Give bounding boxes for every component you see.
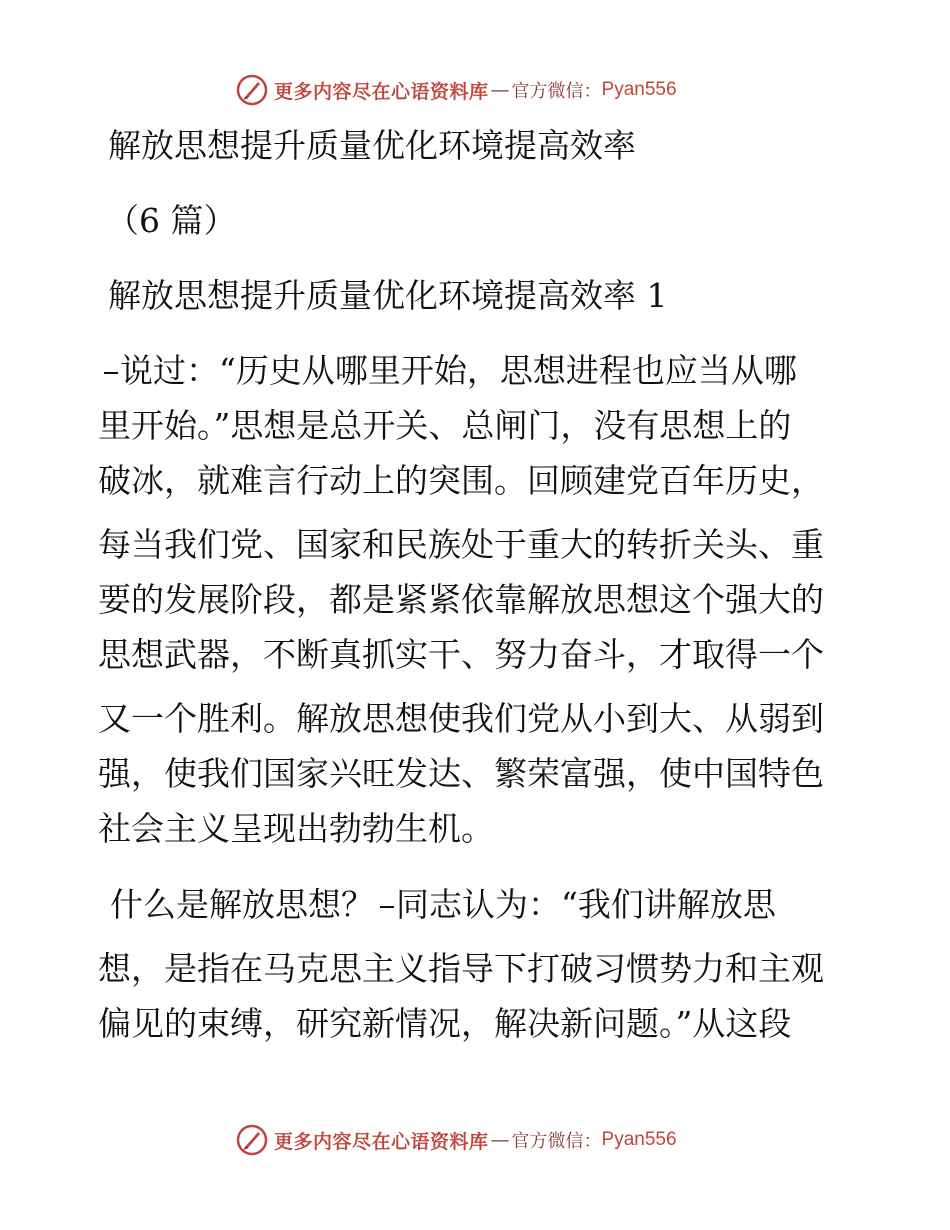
banner-separator: — — [490, 1129, 510, 1151]
paragraph-line: 社会主义呈现出勃勃生机。 — [98, 809, 494, 848]
section-heading: 解放思想提升质量优化环境提高效率 1 — [108, 276, 668, 315]
paragraph-line: 想，是指在马克思主义指导下打破习惯势力和主观 — [98, 949, 824, 988]
paragraph-line: 里开始。”思想是总开关、总闸门，没有思想上的 — [98, 406, 792, 445]
paragraph-line: 思想武器，不断真抓实干、努力奋斗，才取得一个 — [98, 635, 824, 674]
paragraph-line: 偏见的束缚，研究新情况，解决新问题。”从这段 — [98, 1004, 792, 1043]
banner-wechat-label: 官方微信： — [511, 1131, 602, 1152]
paragraph-lead: 什么是解放思想？ — [110, 885, 374, 924]
banner-separator: — — [490, 79, 510, 101]
banner-text: 更多内容尽在心语资料库 — [274, 80, 489, 103]
redaction-dash — [104, 372, 118, 374]
banner-text: 更多内容尽在心语资料库 — [274, 1130, 489, 1153]
banner-wechat-label: 官方微信： — [511, 81, 602, 102]
paragraph-line: 要的发展阶段，都是紧紧依靠解放思想这个强大的 — [98, 580, 824, 619]
paragraph-line: 破冰，就难言行动上的突围。回顾建党百年历史， — [98, 461, 824, 500]
quill-pen-icon — [236, 1124, 268, 1156]
document-title: 解放思想提升质量优化环境提高效率 — [108, 126, 636, 165]
paragraph-text: 说过：“历史从哪里开始，思想进程也应当从哪 — [120, 351, 797, 390]
paragraph-line — [98, 351, 797, 391]
quill-pen-icon — [236, 74, 268, 106]
header-banner — [236, 72, 677, 108]
paragraph-line — [110, 885, 776, 925]
paragraph-line: 每当我们党、国家和民族处于重大的转折关头、重 — [98, 525, 824, 564]
paragraph-text: 同志认为：“我们讲解放思 — [396, 885, 776, 924]
banner-wechat-id: Pyan556 — [601, 1129, 677, 1150]
paragraph-line: 又一个胜利。解放思想使我们党从小到大、从弱到 — [98, 699, 824, 738]
paragraph-line: 强，使我们国家兴旺发达、繁荣富强，使中国特色 — [98, 754, 824, 793]
document-subtitle: （6 篇） — [106, 201, 237, 240]
redaction-dash — [380, 906, 394, 908]
footer-banner — [236, 1122, 677, 1158]
banner-wechat-id: Pyan556 — [601, 79, 677, 100]
